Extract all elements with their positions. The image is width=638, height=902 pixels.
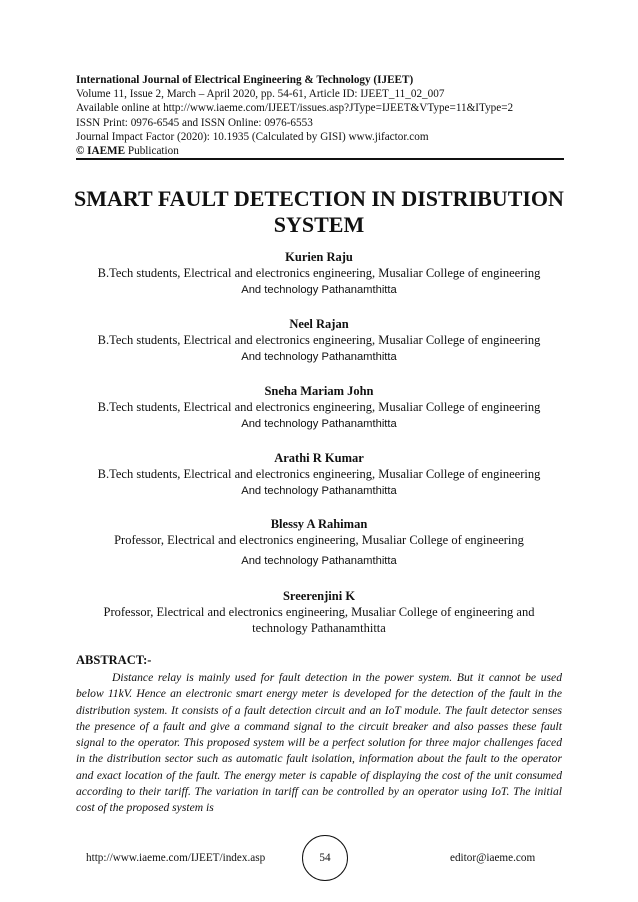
- footer-url[interactable]: http://www.iaeme.com/IJEET/index.asp: [86, 852, 266, 864]
- author-affiliation: B.Tech students, Electrical and electronics engineering, Musaliar College of engineering: [97, 333, 541, 347]
- author-block: [60, 316, 578, 366]
- page-footer: [0, 835, 638, 895]
- author-affiliation-line2: And technology Pathanamthitta: [241, 351, 397, 363]
- journal-title: International Journal of Electrical Engineering & Technology (IJEET): [76, 74, 414, 86]
- volume-line: Volume 11, Issue 2, March – April 2020, pp. 54-61, Article ID: IJEET_11_02_007: [76, 88, 445, 101]
- copyright-line: [76, 144, 564, 158]
- author-affiliation-line2: And technology Pathanamthitta: [241, 555, 397, 567]
- page-number: 54: [319, 852, 331, 864]
- author-block: [60, 588, 578, 636]
- journal-header: [76, 73, 564, 158]
- author-affiliation: B.Tech students, Electrical and electronics engineering, Musaliar College of engineering: [97, 266, 541, 280]
- author-block: [60, 249, 578, 299]
- copyright-publication: Publication: [125, 145, 179, 158]
- author-affiliation: Professor, Electrical and electronics engineering, Musaliar College of engineering and technology Pathanamthitta: [103, 605, 535, 635]
- author-name: Blessy A Rahiman: [270, 517, 368, 531]
- copyright-brand: © IAEME: [76, 145, 126, 158]
- author-name: Sneha Mariam John: [264, 384, 374, 398]
- author-affiliation: Professor, Electrical and electronics engineering, Musaliar College of engineering: [114, 533, 524, 547]
- author-block: [60, 450, 578, 500]
- footer-email[interactable]: editor@iaeme.com: [450, 852, 536, 864]
- issn-line: ISSN Print: 0976-6545 and ISSN Online: 0976-6553: [76, 116, 313, 129]
- author-name: Kurien Raju: [285, 250, 353, 264]
- author-affiliation-line2: And technology Pathanamthitta: [241, 485, 397, 497]
- author-name: Arathi R Kumar: [274, 451, 364, 465]
- paper-title: SMART FAULT DETECTION IN DISTRIBUTION SYSTEM: [74, 186, 564, 237]
- impact-factor-line: Journal Impact Factor (2020): 10.1935 (Calculated by GISI) www.jifactor.com: [76, 130, 429, 143]
- abstract-text: Distance relay is mainly used for fault detection in the power system. But it cannot be used below 11kV. Hence an electronic smart energy meter is developed for the detection of the fault in the distribution system. It consists of a fault detection circuit and an IoT module. The fault detector senses the presence of a fault and give a command signal to the circuit breaker and also passes these fault signal to the operator. This proposed system will be a perfect solution for three major challenges faced in the distribution sector such as automatic fault isolation, information about the fault to the operator and exact location of the fault. The energy meter is capable of displaying the cost of the unit consumed according to their tariff. The variation in tariff can be controlled by an operator using IoT. The initial cost of the proposed system is: [76, 671, 562, 815]
- author-affiliation: B.Tech students, Electrical and electronics engineering, Musaliar College of engineering: [97, 467, 541, 481]
- header-rule: [76, 158, 564, 160]
- abstract-heading: ABSTRACT:-: [76, 653, 152, 667]
- available-online-line: Available online at http://www.iaeme.com/IJEET/issues.asp?JType=IJEET&VType=11&IType=2: [76, 102, 514, 115]
- author-name: Neel Rajan: [289, 317, 349, 331]
- author-affiliation-line2: And technology Pathanamthitta: [241, 418, 397, 430]
- author-block: [60, 516, 578, 570]
- author-affiliation: B.Tech students, Electrical and electronics engineering, Musaliar College of engineering: [97, 400, 541, 414]
- author-name: Sreerenjini K: [282, 589, 356, 603]
- author-affiliation-line2: And technology Pathanamthitta: [241, 284, 397, 296]
- author-block: [60, 383, 578, 433]
